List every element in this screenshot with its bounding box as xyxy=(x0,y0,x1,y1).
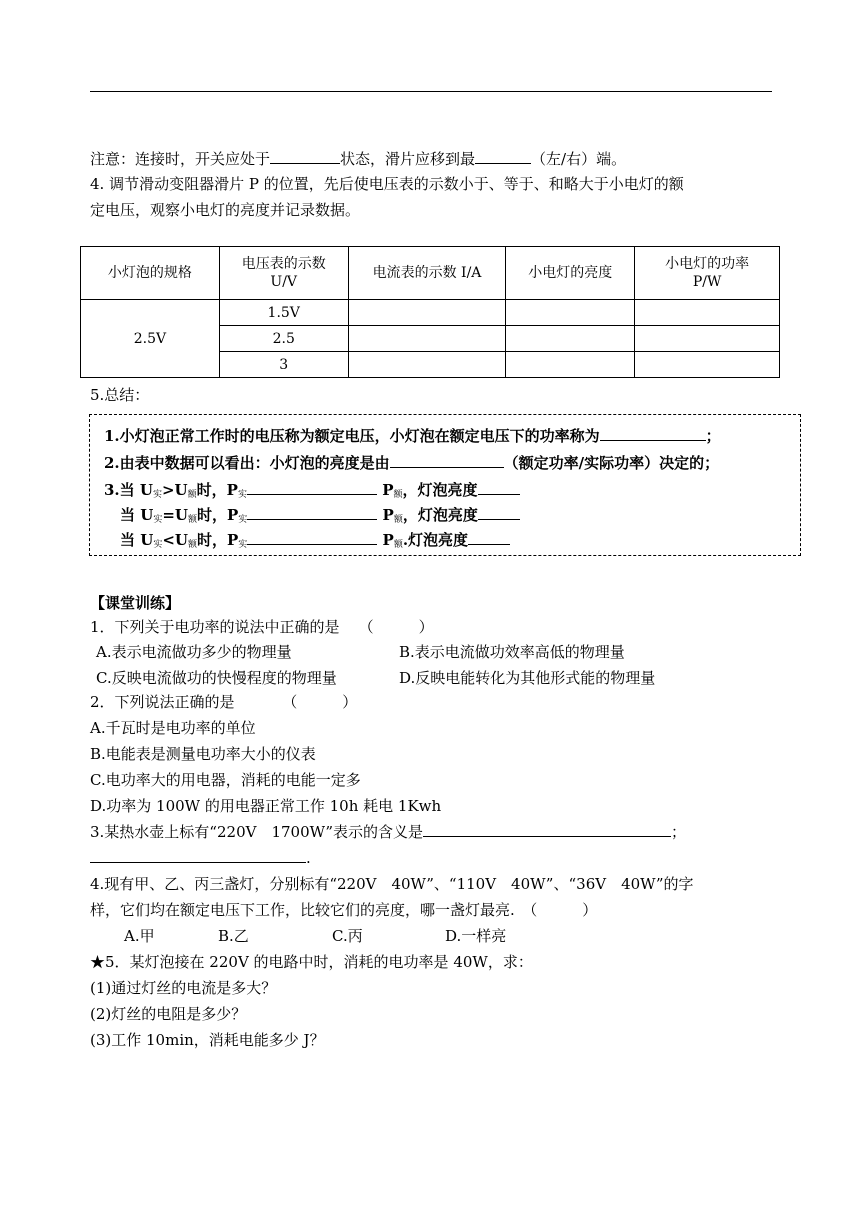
summary-item-3b: 当 $U_实=U_额$时，$P_实$ $P_额$，灯泡亮度 xyxy=(120,505,520,530)
voltage-cell: 1.5V xyxy=(219,300,348,326)
brightness-factor-blank xyxy=(390,453,504,468)
brightness-blank-eq xyxy=(478,505,520,520)
col-header-spec: 小灯泡的规格 xyxy=(81,247,220,300)
q1-option-c: C.反映电流做功的快慢程度的物理量 xyxy=(96,669,337,687)
table-row xyxy=(81,300,780,326)
q5-sub3: (3)工作 10min，消耗电能多少 J？ xyxy=(90,1031,325,1049)
voltage-cell: 2.5 xyxy=(219,326,348,352)
rated-power-blank xyxy=(600,426,706,441)
col-header-brightness: 小电灯的亮度 xyxy=(506,247,635,300)
q5-sub1: (1)通过灯丝的电流是多大？ xyxy=(90,979,277,997)
q2-option-b: B.电能表是测量电功率大小的仪表 xyxy=(90,745,316,763)
q4-option-a: A.甲 xyxy=(124,927,155,945)
q3-answer-blank-2 xyxy=(90,848,306,863)
q1-option-d: D.反映电能转化为其他形式能的物理量 xyxy=(399,669,656,687)
q4-line1: 4.现有甲、乙、丙三盏灯，分别标有“220V 40W”、“110V 40W”、“36V 40W”的字 xyxy=(90,875,694,893)
q3-stem: 3.某热水壶上标有“220V 1700W”表示的含义是 ； xyxy=(90,823,686,841)
compare-blank-eq xyxy=(247,505,377,520)
q4-line2: 样，它们均在额定电压下工作，比较它们的亮度，哪一盏灯最亮. （ ） xyxy=(90,901,598,919)
power-cell xyxy=(635,352,780,378)
q2-option-a: A.千瓦时是电功率的单位 xyxy=(90,719,256,737)
q4-option-c: C.丙 xyxy=(332,927,363,945)
q2-answer-paren: （ ） xyxy=(282,693,358,711)
current-cell xyxy=(348,326,506,352)
col-header-voltage: 电压表的示数 U/V xyxy=(219,247,348,300)
q1-option-b: B.表示电流做功效率高低的物理量 xyxy=(399,643,625,661)
summary-box xyxy=(89,414,801,556)
summary-item-1: 1.小灯泡正常工作时的电压称为额定电压，小灯泡在额定电压下的功率称为 ； xyxy=(104,427,721,445)
voltage-cell: 3 xyxy=(219,352,348,378)
brightness-cell xyxy=(506,326,635,352)
q1-option-a: A.表示电流做功多少的物理量 xyxy=(96,643,292,661)
table-header-row xyxy=(81,247,780,300)
switch-state-blank xyxy=(270,149,340,164)
step4-line2: 定电压，观察小电灯的亮度并记录数据。 xyxy=(90,201,361,219)
power-cell xyxy=(635,326,780,352)
q3-answer-blank xyxy=(423,822,671,837)
current-cell xyxy=(348,300,506,326)
summary-item-3a: 3.当 $U_实>U_额$时，$P_实$ $P_额$，灯泡亮度 xyxy=(104,480,520,505)
summary-title: 5.总结： xyxy=(90,386,150,404)
note-line: 注意：连接时，开关应处于 状态，滑片应移到最 （左/右）端。 xyxy=(90,150,627,168)
summary-item-3c: 当 $U_实<U_额$时，$P_实$ $P_额$.灯泡亮度 xyxy=(120,530,510,555)
spec-cell: 2.5V xyxy=(81,300,220,378)
brightness-blank-gt xyxy=(478,480,520,495)
practice-heading: 【课堂训练】 xyxy=(90,594,181,612)
current-cell xyxy=(348,352,506,378)
brightness-cell xyxy=(506,352,635,378)
q1-answer-paren: （ ） xyxy=(358,618,434,636)
compare-blank-gt xyxy=(247,480,377,495)
summary-item-2: 2.由表中数据可以看出：小灯泡的亮度是由 （额定功率/实际功率）决定的； xyxy=(104,454,720,472)
q2-stem: 2．下列说法正确的是 （ ） xyxy=(90,693,358,711)
brightness-blank-lt xyxy=(468,530,510,545)
q3-line2: . xyxy=(90,848,311,868)
power-cell xyxy=(635,300,780,326)
q5-sub2: (2)灯丝的电阻是多少？ xyxy=(90,1005,247,1023)
q4-option-d: D.一样亮 xyxy=(445,927,507,945)
col-header-current: 电流表的示数 I/A xyxy=(348,247,506,300)
compare-blank-lt xyxy=(247,530,377,545)
data-table xyxy=(80,246,780,378)
q5-stem: ★5．某灯泡接在 220V 的电路中时，消耗的电功率是 40W，求： xyxy=(90,953,533,971)
q4-option-b: B.乙 xyxy=(218,927,249,945)
step4-line1: 4. 调节滑动变阻器滑片 P 的位置，先后使电压表的示数小于、等于、和略大于小电灯的额 xyxy=(90,175,684,193)
q2-option-d: D.功率为 100W 的用电器正常工作 10h 耗电 1Kwh xyxy=(90,797,442,815)
q1-stem: 1．下列关于电功率的说法中正确的是 （ ） xyxy=(90,618,434,636)
header-rule xyxy=(90,91,772,92)
slider-end-blank xyxy=(475,149,531,164)
brightness-cell xyxy=(506,300,635,326)
col-header-power: 小电灯的功率 P/W xyxy=(635,247,780,300)
q2-option-c: C.电功率大的用电器，消耗的电能一定多 xyxy=(90,771,361,789)
